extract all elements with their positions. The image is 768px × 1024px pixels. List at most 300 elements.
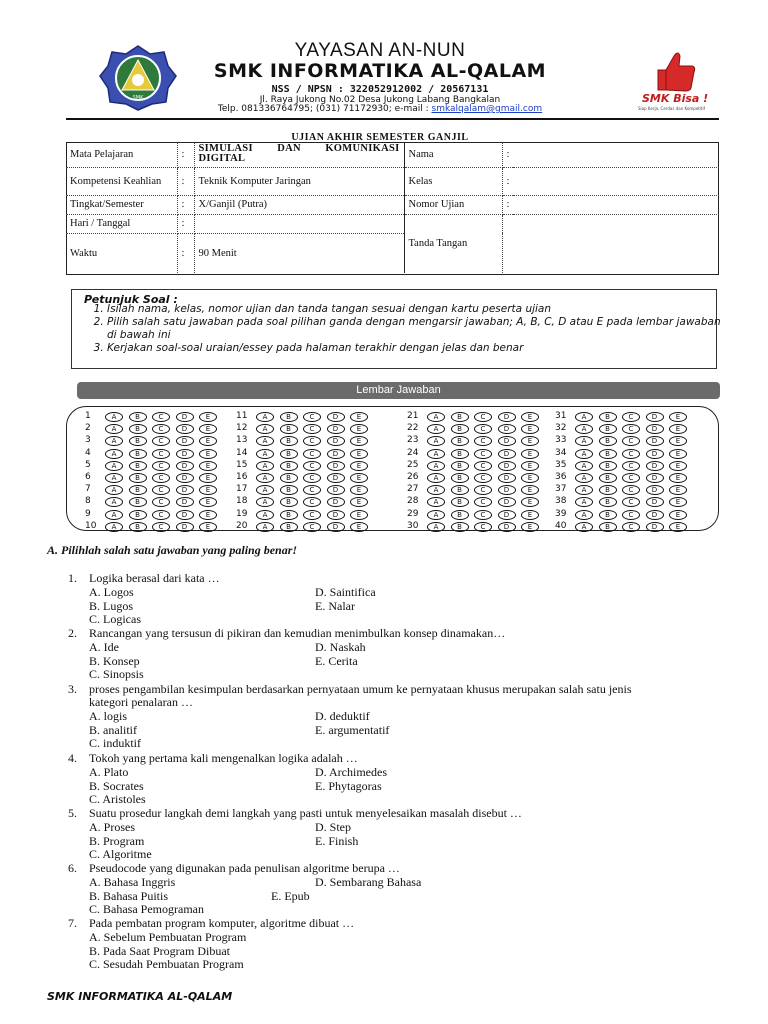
answer-bubble-c[interactable]: C (622, 510, 640, 520)
instruction-item: 1. Isilah nama, kelas, nomor ujian dan tanda tangan sesuai dengan kartu peserta ujian (107, 303, 727, 316)
answer-bubble-a[interactable]: A (427, 473, 445, 483)
answer-sheet (66, 406, 719, 531)
answer-bubble-e[interactable]: E (199, 485, 217, 495)
answer-bubble-c[interactable]: C (303, 424, 321, 434)
colon: : (502, 142, 513, 167)
instructions-list (90, 303, 727, 355)
option-a: A. logis (89, 708, 128, 723)
answer-bubble-e[interactable]: E (669, 424, 687, 434)
option-b: B. Bahasa Puitis (89, 888, 169, 903)
answer-bubble-b[interactable]: B (129, 412, 147, 422)
instruction-item: 2. Pilih salah satu jawaban pada soal pilihan ganda dengan mengarsir jawaban; A, B, C, D atau E pada lembar jawaban di bawah ini (107, 316, 727, 342)
answer-bubble-b[interactable]: B (599, 449, 617, 459)
answer-bubble-b[interactable]: B (599, 412, 617, 422)
answer-bubble-d[interactable]: D (498, 485, 516, 495)
option-b: B. Lugos (89, 598, 134, 613)
answer-number: 18 (236, 496, 248, 507)
answer-bubble-c[interactable]: C (474, 449, 492, 459)
answer-bubble-c[interactable]: C (474, 461, 492, 471)
answer-bubble-d[interactable]: D (327, 485, 345, 495)
answer-number: 35 (555, 459, 567, 470)
answer-bubble-d[interactable]: D (646, 436, 664, 446)
header-divider (66, 118, 719, 120)
answer-bubble-c[interactable]: C (622, 424, 640, 434)
answer-number: 7 (85, 484, 91, 495)
answer-bubble-a[interactable]: A (575, 449, 593, 459)
answer-bubble-a[interactable]: A (256, 436, 274, 446)
option-a: A. Bahasa Inggris (89, 874, 176, 889)
answer-bubble-a[interactable]: A (105, 510, 123, 520)
option-d: D. Sembarang Bahasa (315, 874, 422, 889)
answer-bubble-a[interactable]: A (105, 473, 123, 483)
answer-bubble-b[interactable]: B (129, 497, 147, 507)
answer-number: 36 (555, 472, 567, 482)
answer-bubble-c[interactable]: C (152, 497, 170, 507)
answer-bubble-c[interactable]: C (152, 510, 170, 520)
answer-bubble-d[interactable]: D (498, 510, 516, 520)
answer-bubble-e[interactable]: E (669, 522, 687, 532)
option-a: A. Proses (89, 819, 136, 834)
answer-bubble-b[interactable]: B (599, 473, 617, 483)
answer-number: 17 (236, 484, 248, 495)
answer-bubble-a[interactable]: A (105, 436, 123, 446)
answer-bubble-e[interactable]: E (669, 473, 687, 483)
nomor-ujian-input[interactable] (513, 195, 719, 214)
answer-bubble-b[interactable]: B (129, 424, 147, 434)
answer-bubble-d[interactable]: D (176, 449, 194, 459)
answer-bubble-c[interactable]: C (152, 485, 170, 495)
option-b: B. Pada Saat Program Dibuat (89, 943, 230, 958)
answer-bubble-a[interactable]: A (105, 449, 123, 459)
answer-number: 23 (407, 435, 419, 446)
answer-bubble-c[interactable]: C (474, 485, 492, 495)
answer-bubble-e[interactable]: E (669, 412, 687, 422)
answer-bubble-c[interactable]: C (622, 412, 640, 422)
answer-bubble-d[interactable]: D (327, 461, 345, 471)
answer-bubble-b[interactable]: B (451, 522, 469, 532)
answer-bubble-e[interactable]: E (350, 510, 368, 520)
answer-bubble-e[interactable]: E (521, 424, 539, 434)
answer-bubble-a[interactable]: A (427, 522, 445, 532)
answer-bubble-d[interactable]: D (646, 424, 664, 434)
answer-bubble-e[interactable]: E (669, 449, 687, 459)
answer-bubble-d[interactable]: D (646, 473, 664, 483)
answer-number: 25 (407, 459, 419, 470)
hari-input[interactable] (194, 214, 404, 233)
answer-number: 12 (236, 423, 248, 434)
answer-bubble-a[interactable]: A (575, 412, 593, 422)
answer-number: 28 (407, 496, 419, 507)
answer-bubble-e[interactable]: E (350, 473, 368, 483)
answer-bubble-e[interactable]: E (199, 449, 217, 459)
answer-number: 39 (555, 508, 567, 519)
answer-bubble-a[interactable]: A (256, 510, 274, 520)
answer-bubble-d[interactable]: D (327, 510, 345, 520)
ttd-colon-cell (502, 214, 513, 273)
answer-bubble-a[interactable]: A (575, 485, 593, 495)
answer-bubble-b[interactable]: B (129, 473, 147, 483)
answer-bubble-a[interactable]: A (256, 412, 274, 422)
answer-bubble-e[interactable]: E (521, 449, 539, 459)
answer-bubble-a[interactable]: A (575, 473, 593, 483)
answer-number: 19 (236, 508, 248, 519)
answer-bubble-b[interactable]: B (599, 461, 617, 471)
answer-bubble-c[interactable]: C (303, 473, 321, 483)
smk-bisa-logo (636, 48, 720, 118)
answer-bubble-e[interactable]: E (199, 461, 217, 471)
answer-bubble-b[interactable]: B (451, 412, 469, 422)
answer-bubble-c[interactable]: C (622, 461, 640, 471)
answer-bubble-a[interactable]: A (427, 424, 445, 434)
school-contact (160, 104, 600, 114)
answer-number: 11 (236, 411, 248, 421)
answer-bubble-b[interactable]: B (129, 522, 147, 532)
answer-bubble-c[interactable]: C (622, 436, 640, 446)
answer-bubble-e[interactable]: E (669, 485, 687, 495)
answer-bubble-e[interactable]: E (350, 412, 368, 422)
answer-bubble-e[interactable]: E (521, 485, 539, 495)
answer-bubble-d[interactable]: D (498, 449, 516, 459)
option-a: A. Logos (89, 584, 134, 599)
label-tingkat: Tingkat/Semester (66, 195, 177, 214)
option-e: E. argumentatif (315, 722, 390, 737)
answer-bubble-d[interactable]: D (498, 412, 516, 422)
answer-number: 15 (236, 459, 248, 470)
answer-bubble-a[interactable]: A (575, 510, 593, 520)
answer-bubble-d[interactable]: D (327, 449, 345, 459)
answer-bubble-c[interactable]: C (303, 461, 321, 471)
answer-bubble-b[interactable]: B (599, 485, 617, 495)
answer-bubble-c[interactable]: C (622, 485, 640, 495)
answer-bubble-a[interactable]: A (427, 412, 445, 422)
answer-bubble-c[interactable]: C (622, 522, 640, 532)
answer-bubble-c[interactable]: C (303, 449, 321, 459)
yayasan-title: YAYASAN AN-NUN (294, 40, 466, 61)
section-a-title: A. Pilihlah salah satu jawaban yang paling benar! (47, 543, 298, 557)
answer-bubble-a[interactable]: A (105, 424, 123, 434)
answer-bubble-d[interactable]: D (646, 522, 664, 532)
answer-bubble-a[interactable]: A (256, 473, 274, 483)
option-b: B. Program (89, 833, 145, 848)
answer-bubble-e[interactable]: E (521, 497, 539, 507)
answer-bubble-d[interactable]: D (498, 497, 516, 507)
answer-bubble-d[interactable]: D (176, 473, 194, 483)
answer-number: 8 (85, 496, 91, 507)
answer-bubble-e[interactable]: E (199, 522, 217, 532)
answer-bubble-d[interactable]: D (498, 424, 516, 434)
answer-bubble-b[interactable]: B (280, 424, 298, 434)
answer-bubble-d[interactable]: D (176, 424, 194, 434)
label-waktu: Waktu (66, 233, 177, 273)
answer-bubble-e[interactable]: E (350, 497, 368, 507)
tanda-tangan-box[interactable] (513, 214, 719, 273)
question-number: 1. (68, 571, 77, 585)
thumbs-up-icon (636, 48, 720, 94)
answer-bubble-b[interactable]: B (599, 522, 617, 532)
answer-bubble-d[interactable]: D (498, 522, 516, 532)
answer-number: 34 (555, 447, 567, 458)
answer-bubble-c[interactable]: C (474, 436, 492, 446)
option-a: A. Sebelum Pembuatan Program (89, 929, 247, 944)
answer-bubble-a[interactable]: A (427, 510, 445, 520)
label-kompetensi: Kompetensi Keahlian (66, 167, 177, 195)
answer-bubble-e[interactable]: E (521, 412, 539, 422)
answer-bubble-c[interactable]: C (474, 473, 492, 483)
option-d: D. Step (315, 819, 351, 834)
answer-bubble-c[interactable]: C (303, 485, 321, 495)
answer-bubble-a[interactable]: A (105, 522, 123, 532)
option-a: A. Ide (89, 639, 119, 654)
answer-bubble-e[interactable]: E (199, 510, 217, 520)
answer-bubble-e[interactable]: E (669, 436, 687, 446)
answer-bubble-b[interactable]: B (451, 485, 469, 495)
answer-bubble-c[interactable]: C (303, 436, 321, 446)
answer-bubble-b[interactable]: B (599, 436, 617, 446)
answer-bubble-c[interactable]: C (303, 510, 321, 520)
answer-bubble-e[interactable]: E (521, 461, 539, 471)
answer-bubble-c[interactable]: C (474, 510, 492, 520)
answer-bubble-c[interactable]: C (474, 497, 492, 507)
answer-bubble-d[interactable]: D (176, 461, 194, 471)
colon: : (177, 195, 194, 214)
answer-bubble-b[interactable]: B (599, 424, 617, 434)
answer-bubble-d[interactable]: D (498, 436, 516, 446)
option-c: C. Logicas (89, 612, 141, 627)
answer-bubble-d[interactable]: D (646, 449, 664, 459)
answer-bubble-c[interactable]: C (474, 522, 492, 532)
answer-number: 27 (407, 484, 419, 495)
value-waktu: 90 Menit (194, 233, 404, 273)
answer-bubble-e[interactable]: E (521, 473, 539, 483)
answer-bubble-b[interactable]: B (129, 461, 147, 471)
answer-bubble-c[interactable]: C (474, 424, 492, 434)
answer-number: 31 (555, 411, 567, 421)
answer-bubble-d[interactable]: D (176, 436, 194, 446)
answer-bubble-b[interactable]: B (451, 461, 469, 471)
question-text: Logika berasal dari kata … (89, 571, 220, 585)
answer-bubble-d[interactable]: D (646, 412, 664, 422)
option-b: B. analitif (89, 722, 137, 737)
answer-bubble-d[interactable]: D (327, 473, 345, 483)
answer-bubble-c[interactable]: C (152, 424, 170, 434)
answer-bubble-a[interactable]: A (105, 485, 123, 495)
answer-bubble-a[interactable]: A (575, 522, 593, 532)
answer-bubble-a[interactable]: A (256, 449, 274, 459)
answer-bubble-d[interactable]: D (327, 436, 345, 446)
answer-bubble-a[interactable]: A (105, 412, 123, 422)
answer-bubble-e[interactable]: E (669, 510, 687, 520)
value-kompetensi: Teknik Komputer Jaringan (194, 167, 404, 195)
answer-bubble-e[interactable]: E (199, 412, 217, 422)
answer-bubble-c[interactable]: C (152, 436, 170, 446)
answer-bubble-e[interactable]: E (669, 461, 687, 471)
answer-bubble-e[interactable]: E (350, 449, 368, 459)
answer-bubble-e[interactable]: E (350, 461, 368, 471)
answer-bubble-d[interactable]: D (327, 522, 345, 532)
answer-bubble-e[interactable]: E (521, 522, 539, 532)
answer-bubble-a[interactable]: A (575, 461, 593, 471)
answer-bubble-a[interactable]: A (256, 522, 274, 532)
question-number: 7. (68, 916, 77, 930)
answer-bubble-a[interactable]: A (427, 461, 445, 471)
answer-bubble-b[interactable]: B (599, 497, 617, 507)
email-link[interactable]: smkalqalam@gmail.com (431, 104, 543, 114)
answer-bubble-b[interactable]: B (280, 485, 298, 495)
answer-bubble-b[interactable]: B (129, 436, 147, 446)
label-hari: Hari / Tanggal (66, 214, 177, 233)
answer-bubble-b[interactable]: B (280, 461, 298, 471)
answer-bubble-b[interactable]: B (280, 436, 298, 446)
answer-number: 37 (555, 484, 567, 495)
answer-bubble-d[interactable]: D (646, 461, 664, 471)
answer-bubble-b[interactable]: B (599, 510, 617, 520)
answer-bubble-d[interactable]: D (176, 485, 194, 495)
option-b: B. Socrates (89, 778, 144, 793)
answer-bubble-a[interactable]: A (256, 497, 274, 507)
option-c: C. Sinopsis (89, 667, 144, 682)
answer-bubble-b[interactable]: B (451, 497, 469, 507)
answer-bubble-c[interactable]: C (303, 412, 321, 422)
option-d: D. deduktif (315, 708, 370, 723)
answer-bubble-c[interactable]: C (622, 449, 640, 459)
answer-bubble-e[interactable]: E (669, 497, 687, 507)
question-text: proses pengambilan kesimpulan berdasarkan pernyataan umum ke pernyataan khusus merupakan salah satu jenis (89, 682, 632, 696)
answer-bubble-b[interactable]: B (129, 510, 147, 520)
answer-bubble-b[interactable]: B (280, 510, 298, 520)
answer-bubble-c[interactable]: C (474, 412, 492, 422)
answer-number: 10 (85, 520, 97, 531)
answer-bubble-e[interactable]: E (350, 522, 368, 532)
footer-school-name: SMK INFORMATIKA AL-QALAM (47, 990, 233, 1003)
answer-number: 3 (85, 435, 91, 446)
answer-bubble-a[interactable]: A (427, 436, 445, 446)
answer-bubble-d[interactable]: D (646, 485, 664, 495)
answer-bubble-a[interactable]: A (256, 424, 274, 434)
colon: : (502, 167, 513, 195)
answer-bubble-a[interactable]: A (575, 497, 593, 507)
answer-bubble-e[interactable]: E (199, 473, 217, 483)
answer-number: 16 (236, 472, 248, 482)
answer-bubble-c[interactable]: C (622, 497, 640, 507)
answer-bubble-b[interactable]: B (451, 449, 469, 459)
answer-bubble-b[interactable]: B (451, 473, 469, 483)
telp-text: Telp. 081336764795; (031) 71172930; e-mail : (217, 104, 432, 114)
question-text: Pseudocode yang digunakan pada penulisan algoritme berupa … (89, 861, 400, 875)
answer-bubble-e[interactable]: E (350, 424, 368, 434)
answer-number: 13 (236, 435, 248, 446)
answer-bubble-b[interactable]: B (129, 485, 147, 495)
answer-bubble-d[interactable]: D (176, 510, 194, 520)
question-number: 5. (68, 806, 77, 820)
answer-bubble-c[interactable]: C (622, 473, 640, 483)
answer-bubble-c[interactable]: C (152, 449, 170, 459)
answer-bubble-a[interactable]: A (575, 424, 593, 434)
answer-bubble-d[interactable]: D (498, 461, 516, 471)
answer-number: 32 (555, 423, 567, 434)
answer-bubble-d[interactable]: D (327, 424, 345, 434)
answer-number: 1 (85, 411, 91, 421)
answer-bubble-b[interactable]: B (129, 449, 147, 459)
answer-bubble-a[interactable]: A (256, 461, 274, 471)
answer-bubble-d[interactable]: D (498, 473, 516, 483)
answer-number: 38 (555, 496, 567, 507)
answer-bubble-b[interactable]: B (280, 412, 298, 422)
answer-number: 9 (85, 508, 91, 519)
option-c: C. Bahasa Pemograman (89, 902, 204, 917)
question-text: Suatu prosedur langkah demi langkah yang pasti untuk menyelesaikan masalah disebut … (89, 806, 522, 820)
answer-bubble-b[interactable]: B (280, 473, 298, 483)
answer-bubble-e[interactable]: E (199, 436, 217, 446)
option-c: C. Sesudah Pembuatan Program (89, 957, 244, 972)
nama-input[interactable] (513, 142, 719, 167)
colon: : (502, 195, 513, 214)
answer-bubble-a[interactable]: A (105, 461, 123, 471)
question-number: 3. (68, 682, 77, 696)
answer-bubble-b[interactable]: B (451, 436, 469, 446)
label-kelas: Kelas (404, 167, 502, 195)
kelas-input[interactable] (513, 167, 719, 195)
answer-number: 2 (85, 423, 91, 434)
answer-number: 21 (407, 411, 419, 421)
answer-bubble-c[interactable]: C (152, 412, 170, 422)
answer-number: 24 (407, 447, 419, 458)
colon: : (177, 214, 194, 233)
answer-bubble-d[interactable]: D (176, 412, 194, 422)
answer-bubble-d[interactable]: D (176, 522, 194, 532)
instruction-item: 3. Kerjakan soal-soal uraian/essey pada halaman terakhir dengan jelas dan benar (107, 342, 727, 355)
answer-bubble-b[interactable]: B (280, 449, 298, 459)
answer-bubble-e[interactable]: E (350, 485, 368, 495)
answer-bubble-e[interactable]: E (199, 424, 217, 434)
answer-bubble-d[interactable]: D (646, 497, 664, 507)
answer-bubble-b[interactable]: B (280, 522, 298, 532)
answer-bubble-b[interactable]: B (451, 424, 469, 434)
colon: : (177, 167, 194, 195)
answer-bubble-a[interactable]: A (427, 497, 445, 507)
answer-bubble-a[interactable]: A (575, 436, 593, 446)
answer-bubble-e[interactable]: E (350, 436, 368, 446)
school-address: Jl. Raya Jukong No.02 Desa Jukong Labang Bangkalan (259, 95, 501, 105)
answer-bubble-e[interactable]: E (521, 436, 539, 446)
answer-bubble-d[interactable]: D (327, 497, 345, 507)
answer-bubble-e[interactable]: E (199, 497, 217, 507)
answer-bubble-a[interactable]: A (105, 497, 123, 507)
answer-bubble-d[interactable]: D (646, 510, 664, 520)
answer-bubble-d[interactable]: D (327, 412, 345, 422)
exam-title: UJIAN AKHIR SEMESTER GANJIL (291, 132, 469, 143)
answer-number: 22 (407, 423, 419, 434)
answer-bubble-e[interactable]: E (521, 510, 539, 520)
question-number: 2. (68, 626, 77, 640)
question-text: kategori penalaran … (89, 695, 193, 709)
answer-bubble-b[interactable]: B (280, 497, 298, 507)
answer-bubble-c[interactable]: C (152, 473, 170, 483)
answer-bubble-d[interactable]: D (176, 497, 194, 507)
answer-bubble-a[interactable]: A (256, 485, 274, 495)
svg-text:SMK: SMK (132, 95, 144, 101)
smk-bisa-text: SMK Bisa ! (642, 92, 709, 105)
answer-bubble-c[interactable]: C (303, 497, 321, 507)
answer-bubble-b[interactable]: B (451, 510, 469, 520)
answer-bubble-c[interactable]: C (152, 461, 170, 471)
answer-bubble-a[interactable]: A (427, 449, 445, 459)
answer-bubble-a[interactable]: A (427, 485, 445, 495)
answer-bubble-c[interactable]: C (152, 522, 170, 532)
option-c: C. Algoritme (89, 847, 152, 862)
answer-bubble-c[interactable]: C (303, 522, 321, 532)
colon: : (177, 142, 194, 167)
smk-bisa-tagline: Siap Kerja, Cerdas dan Kompetitif (638, 106, 706, 111)
